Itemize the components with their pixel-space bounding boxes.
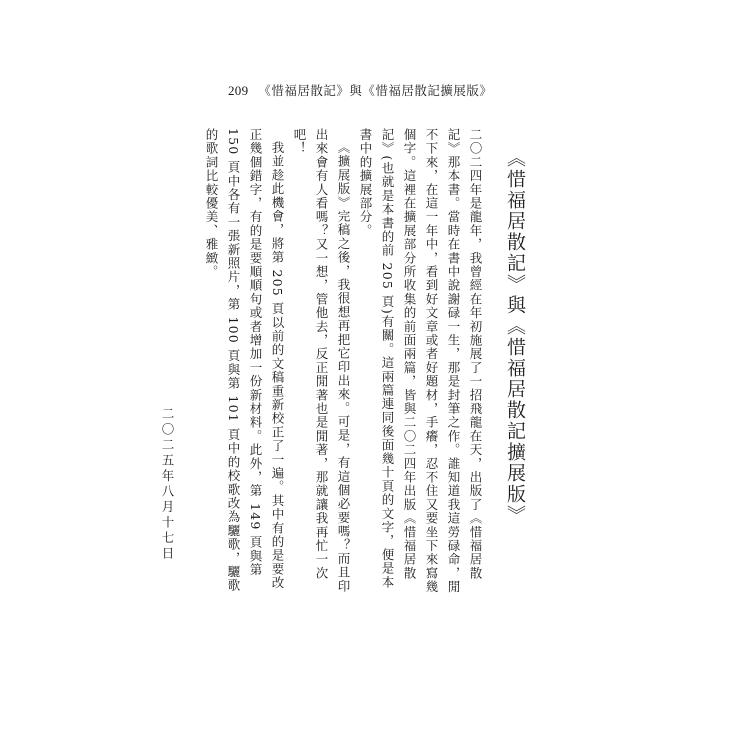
running-title: 《惜福居散記》與《惜福居散記擴展版》 — [258, 84, 493, 98]
article-body — [160, 128, 530, 598]
paragraph-gap — [178, 128, 200, 129]
article-title: 《惜福居散記》與《惜福居散記擴展版》 — [504, 148, 526, 526]
paragraph-3: 我並趁此機會，將第 205 頁以前的文稿重新校正了一遍。其中有的是要改正幾個錯字，有的是要順順句或者增加一份新材料。此外，第 149 頁與第 150 頁中各有一張新照片，第 100 頁與第 101 頁中的校歌改為驪歌，驪歌的歌詞比較優美、雅緻。 — [204, 128, 285, 593]
paragraph-1: 二〇二四年是龍年，我曾經在年初施展了一招飛龍在天，出版了《惜福居散記》那本書。當時在書中說謝碌一生，那是封筆之作。誰知道我這勞碌命，閒不下來，在這一年中，看到好文章或者好題材，手癢，忍不住又要坐下來寫幾個字。這裡在擴展部分所收集的前面兩篇，皆與二〇二四年出版《惜福居散記》(也就是本書的前 205 頁)有關。這兩篇連同後面幾十頁的文字，便是本書中的擴展部分。 — [358, 128, 483, 594]
paragraph-2: 《擴展版》完稿之後，我很想再把它印出來。可是，有這個必要嗎？而且印出來會有人看嗎？又一想，管他去，反正閒著也是閒著，那就讓我再忙一次吧！ — [292, 128, 351, 593]
date-signature: 二〇二五年八月十七日 — [160, 407, 175, 562]
page-number: 209 — [228, 83, 249, 98]
running-header — [228, 81, 492, 99]
